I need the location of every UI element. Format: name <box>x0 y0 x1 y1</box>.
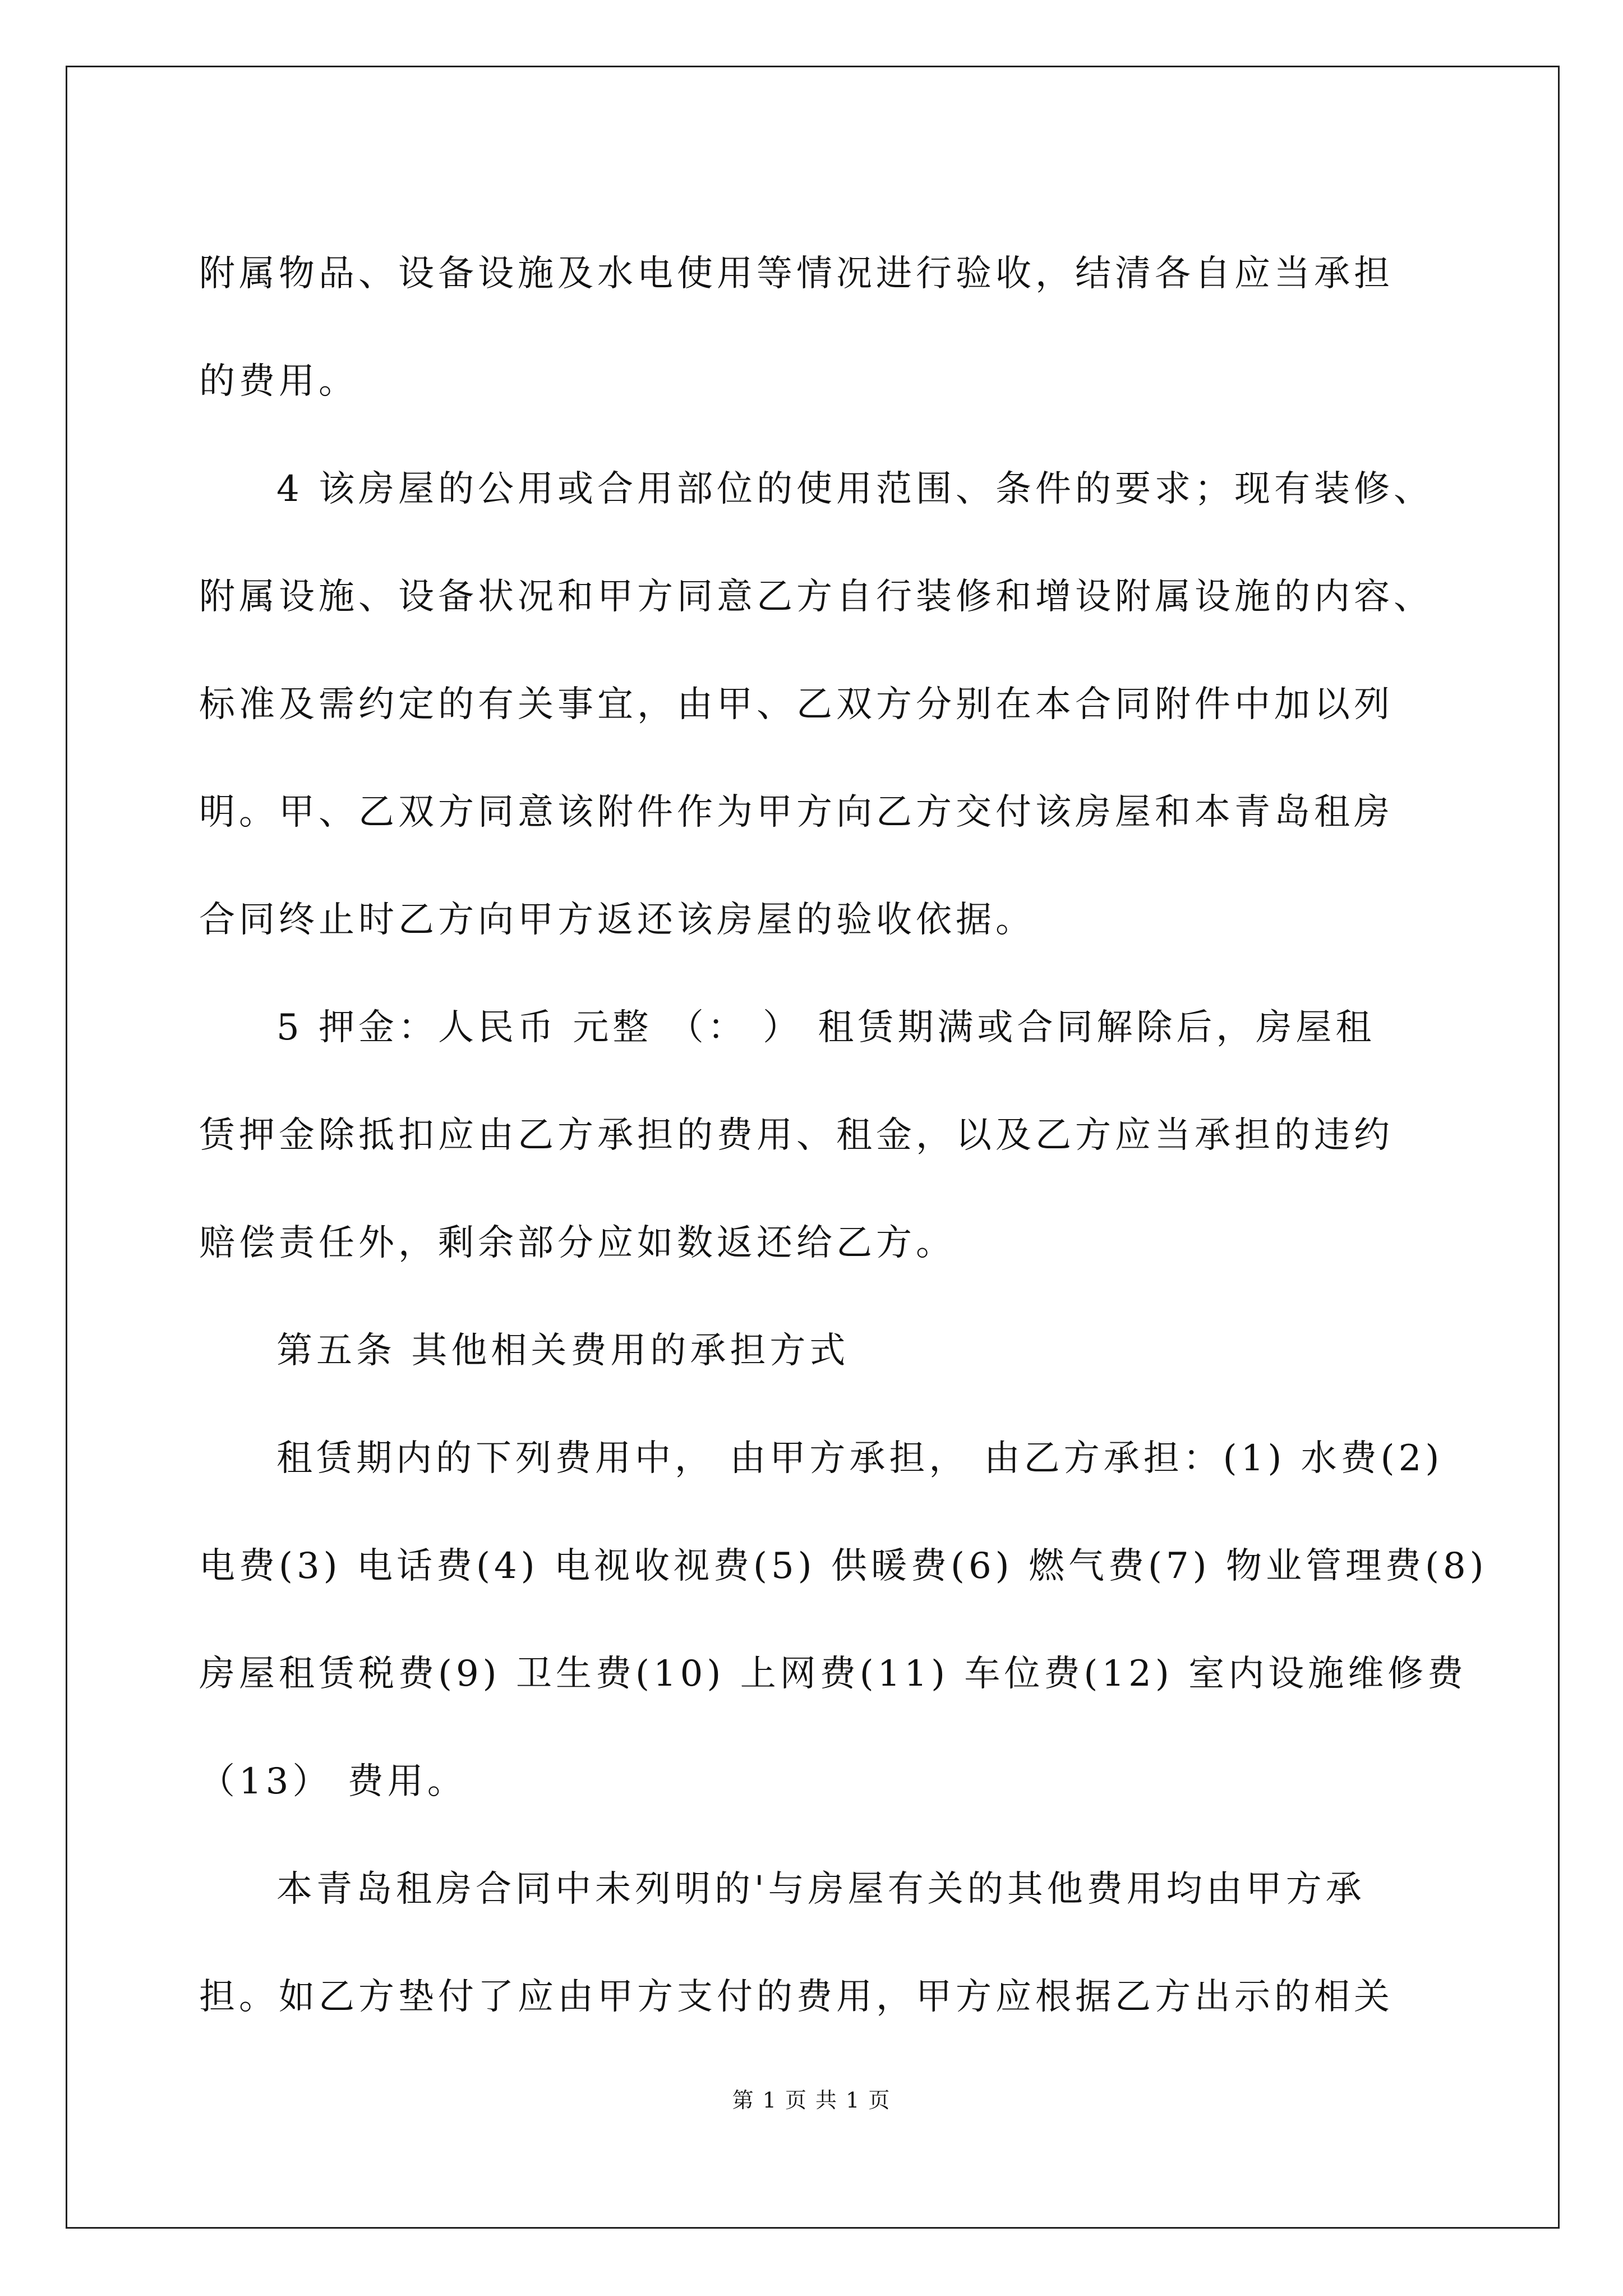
section-heading: 第五条 其他相关费用的承担方式 <box>276 1330 850 1372</box>
text-line: 5 押金：人民币 元整 （： ） 租赁期满或合同解除后，房屋租 <box>276 1007 1376 1048</box>
text-line: 赔偿责任外，剩余部分应如数返还给乙方。 <box>199 1222 956 1264</box>
text-line: 4 该房屋的公用或合用部位的使用范围、条件的要求；现有装修、 <box>276 468 1434 510</box>
text-line: 明。甲、乙双方同意该附件作为甲方向乙方交付该房屋和本青岛租房 <box>199 792 1394 833</box>
text-line: 房屋租赁税费(9) 卫生费(10) 上网费(11) 车位费(12) 室内设施维修费 <box>199 1653 1468 1695</box>
text-line: 电费(3) 电话费(4) 电视收视费(5) 供暖费(6) 燃气费(7) 物业管理费(8) <box>199 1545 1488 1587</box>
text-line: （13） 费用。 <box>199 1761 467 1802</box>
text-line: 租赁期内的下列费用中， 由甲方承担， 由乙方承担：(1) 水费(2) <box>276 1438 1444 1479</box>
text-line: 附属设施、设备状况和甲方同意乙方自行装修和增设附属设施的内容、 <box>199 576 1433 618</box>
text-line: 合同终止时乙方向甲方返还该房屋的验收依据。 <box>199 899 1035 941</box>
text-line: 标准及需约定的有关事宜，由甲、乙双方分别在本合同附件中加以列 <box>199 684 1394 725</box>
text-line: 的费用。 <box>199 361 358 402</box>
text-line: 赁押金除抵扣应由乙方承担的费用、租金，以及乙方应当承担的违约 <box>199 1115 1394 1156</box>
text-line: 附属物品、设备设施及水电使用等情况进行验收，结清各自应当承担 <box>199 253 1394 295</box>
text-line: 担。如乙方垫付了应由甲方支付的费用，甲方应根据乙方出示的相关 <box>199 1976 1394 2018</box>
page-number: 第 1 页 共 1 页 <box>732 2088 891 2113</box>
document-body <box>199 220 1488 2051</box>
text-line: 本青岛租房合同中未列明的'与房屋有关的其他费用均由甲方承 <box>276 1869 1366 1910</box>
